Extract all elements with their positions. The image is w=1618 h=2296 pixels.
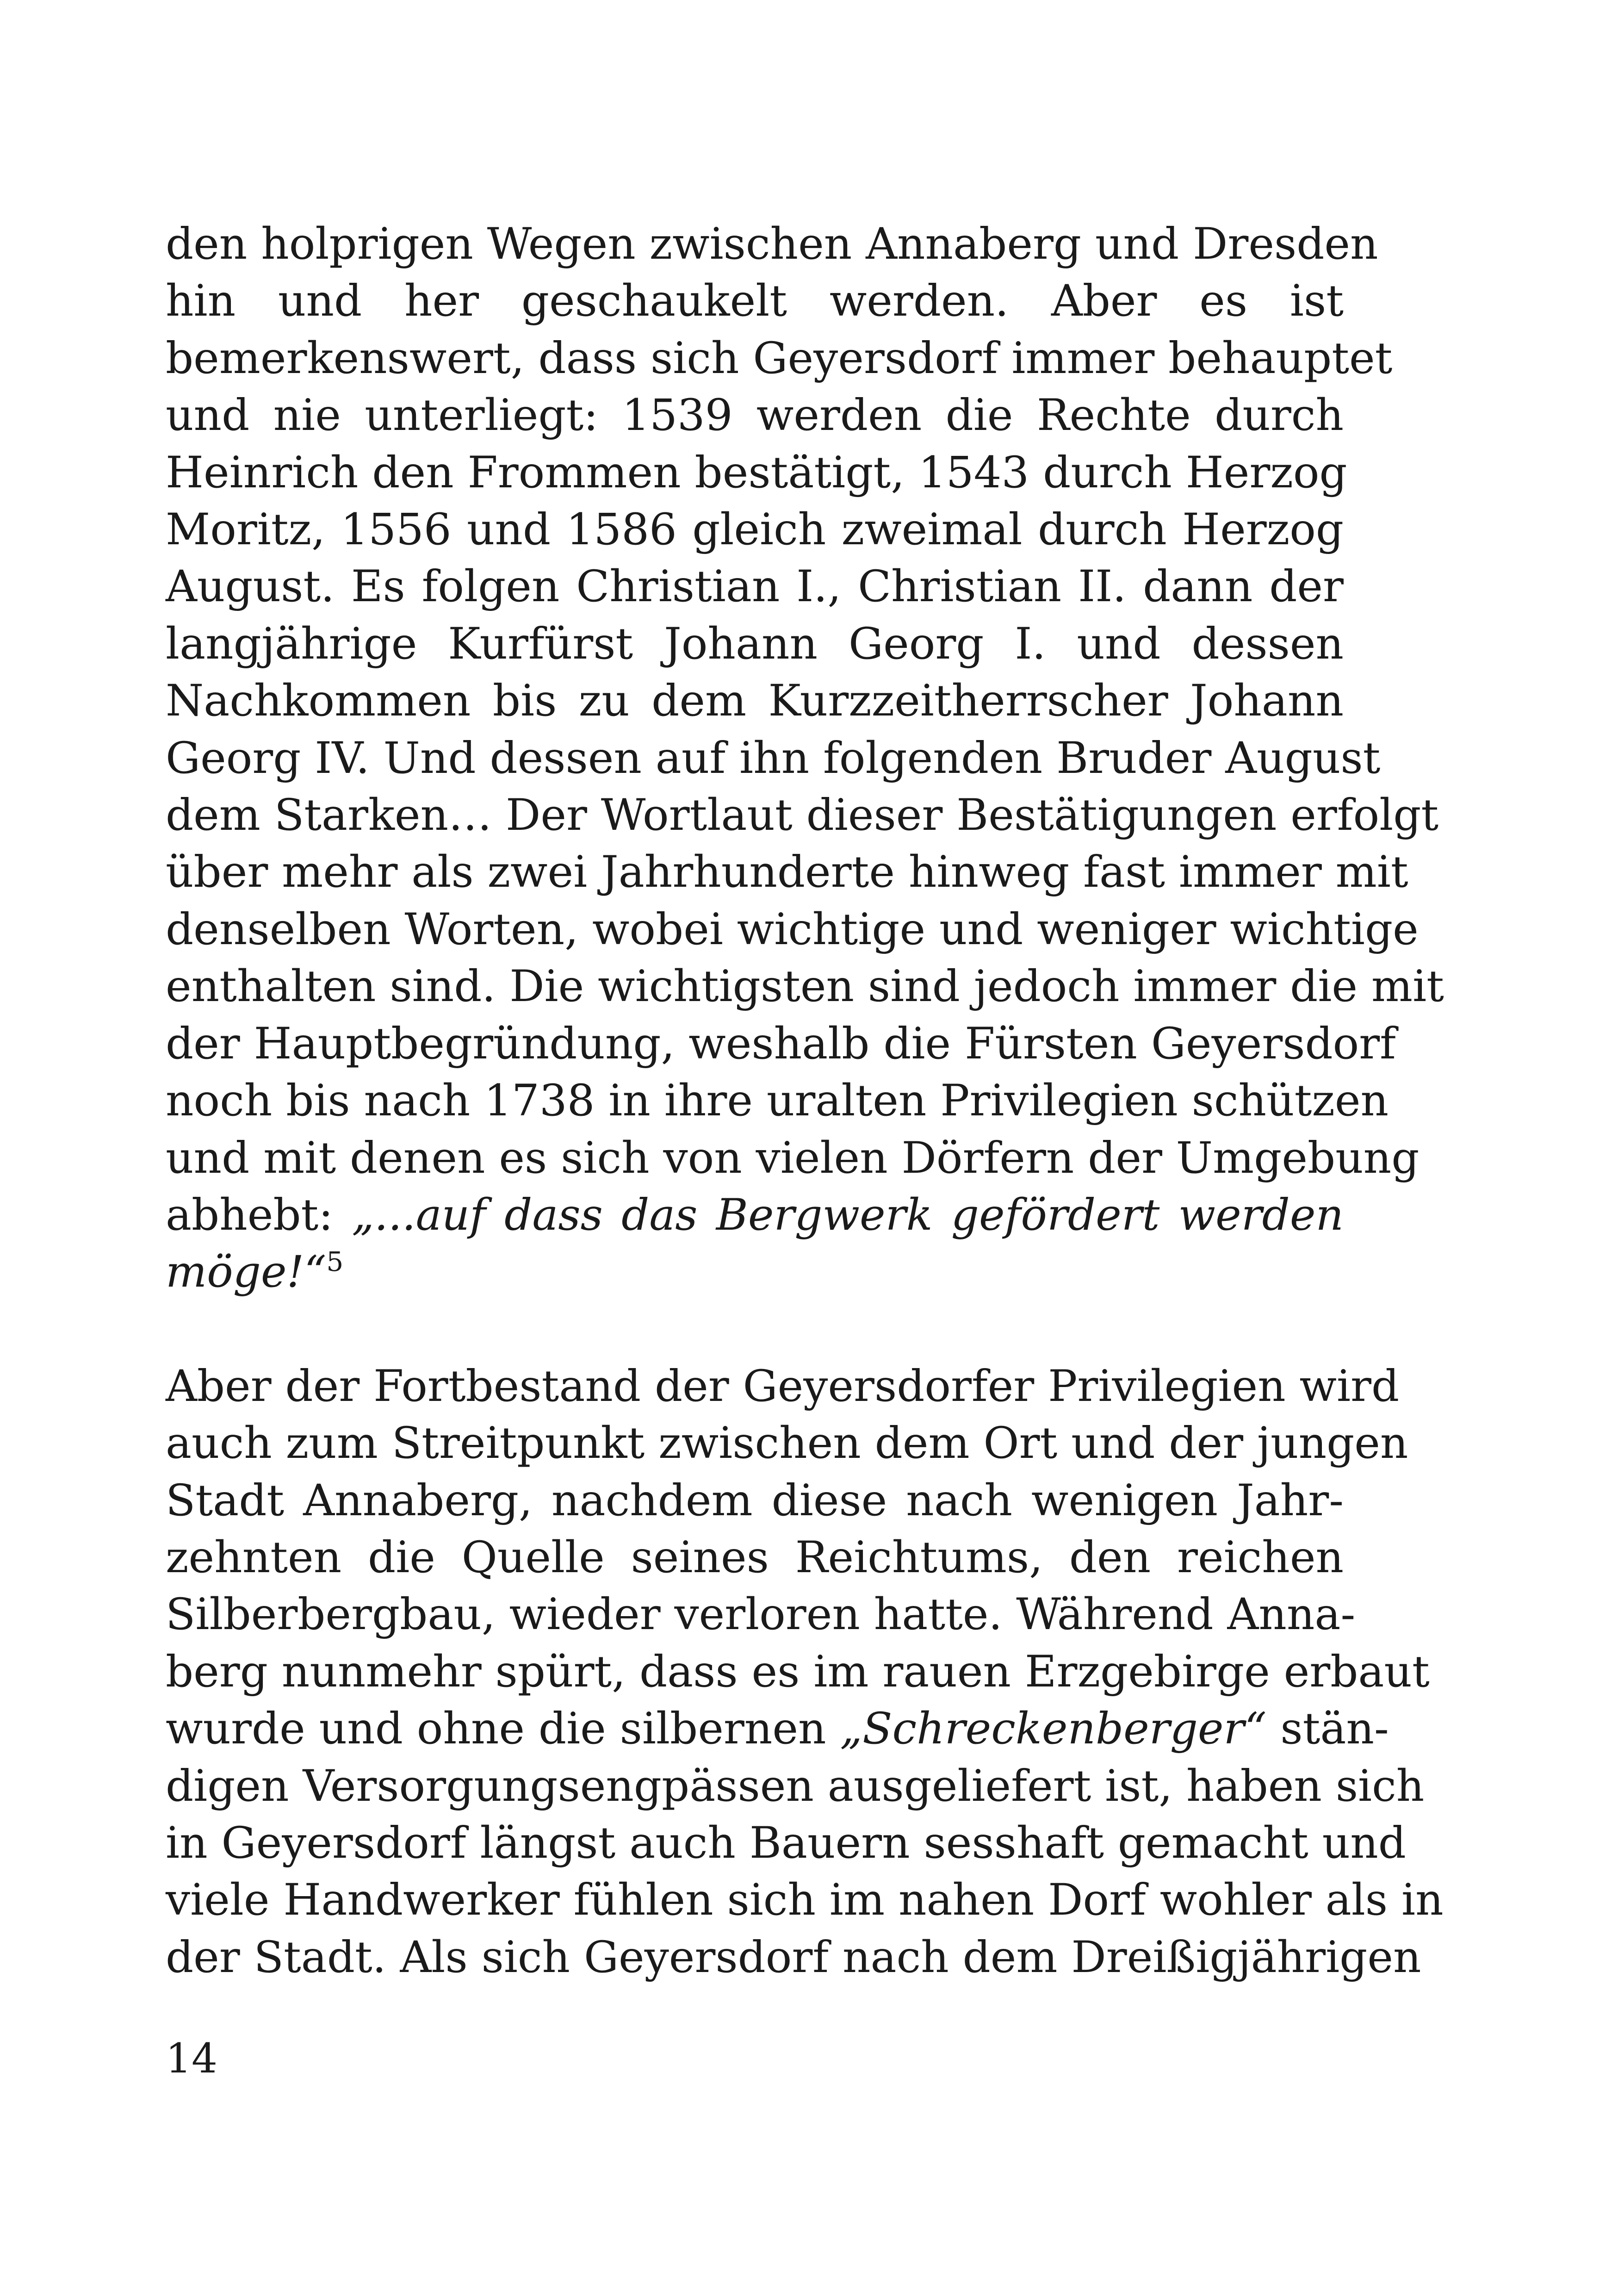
text-line: hin und her geschaukelt werden. Aber es ist [166, 276, 1344, 327]
text-line: der Stadt. Als sich Geyersdorf nach dem Dreißigjährigen [166, 1932, 1421, 1983]
paragraph-2 [166, 1358, 1444, 1986]
text-line: den holprigen Wegen zwischen Annaberg und Dresden [166, 219, 1378, 269]
page-number: 14 [166, 2035, 217, 2082]
paragraph-1 [166, 216, 1444, 1301]
text-line: viele Handwerker fühlen sich im nahen Dorf wohler als in [166, 1875, 1444, 1926]
text-line: langjährige Kurfürst Johann Georg I. und dessen [166, 618, 1344, 669]
text-line: Stadt Annaberg, nachdem diese nach wenigen Jahr- [166, 1475, 1344, 1526]
text-line: auch zum Streitpunkt zwischen dem Ort und der jungen [166, 1418, 1408, 1469]
quote-line [166, 1187, 1344, 1244]
text-line: digen Versorgungsengpässen ausgeliefert ist, haben sich [166, 1761, 1425, 1811]
text-line: Georg IV. Und dessen auf ihn folgenden Bruder August [166, 733, 1381, 784]
text-line: in Geyersdorf längst auch Bauern sesshaft gemacht und [166, 1817, 1406, 1868]
text-line: Silberbergbau, wieder verloren hatte. Während Anna- [166, 1589, 1356, 1640]
text-line: denselben Worten, wobei wichtige und weniger wichtige [166, 904, 1419, 955]
text-line: über mehr als zwei Jahrhunderte hinweg fast immer mit [166, 847, 1408, 898]
text-line: Heinrich den Frommen bestätigt, 1543 durch Herzog [166, 447, 1347, 498]
text-segment: wurde und ohne die silbernen [166, 1704, 840, 1755]
quote-text: „...auf dass das Bergwerk gefördert werden [352, 1189, 1344, 1240]
text-line: der Hauptbegründung, weshalb die Fürsten Geyersdorf [166, 1018, 1396, 1069]
text-line: August. Es folgen Christian I., Christian II. dann der [166, 561, 1344, 612]
text-line: berg nunmehr spürt, dass es im rauen Erzgebirge erbaut [166, 1646, 1430, 1697]
quote-line-end [166, 1244, 1344, 1300]
text-line: bemerkenswert, dass sich Geyersdorf immer behauptet [166, 333, 1393, 384]
text-line: Nachkommen bis zu dem Kurzzeitherrscher Johann [166, 676, 1344, 727]
quote-text-end: möge!“ [166, 1247, 327, 1298]
text-line: und nie unterliegt: 1539 werden die Rechte durch [166, 390, 1344, 441]
text-line: Aber der Fortbestand der Geyersdorfer Privilegien wird [166, 1361, 1400, 1412]
footnote-marker[interactable]: 5 [326, 1246, 344, 1278]
emphasized-term: „Schreckenberger“ [840, 1704, 1267, 1755]
quote-lead: abhebt: [166, 1189, 352, 1240]
text-line: und mit denen es sich von vielen Dörfern der Umgebung [166, 1132, 1420, 1183]
text-segment: stän- [1280, 1704, 1389, 1755]
body-text [166, 216, 1444, 1986]
text-line: dem Starken… Der Wortlaut dieser Bestätigungen erfolgt [166, 790, 1439, 841]
text-line-with-emphasis [166, 1700, 1389, 1757]
text-line: zehnten die Quelle seines Reichtums, den reichen [166, 1532, 1344, 1583]
text-line: Moritz, 1556 und 1586 gleich zweimal durch Herzog [166, 504, 1344, 555]
text-line: noch bis nach 1738 in ihre uralten Privilegien schützen [166, 1076, 1389, 1126]
text-line: enthalten sind. Die wichtigsten sind jedoch immer die mit [166, 961, 1444, 1012]
